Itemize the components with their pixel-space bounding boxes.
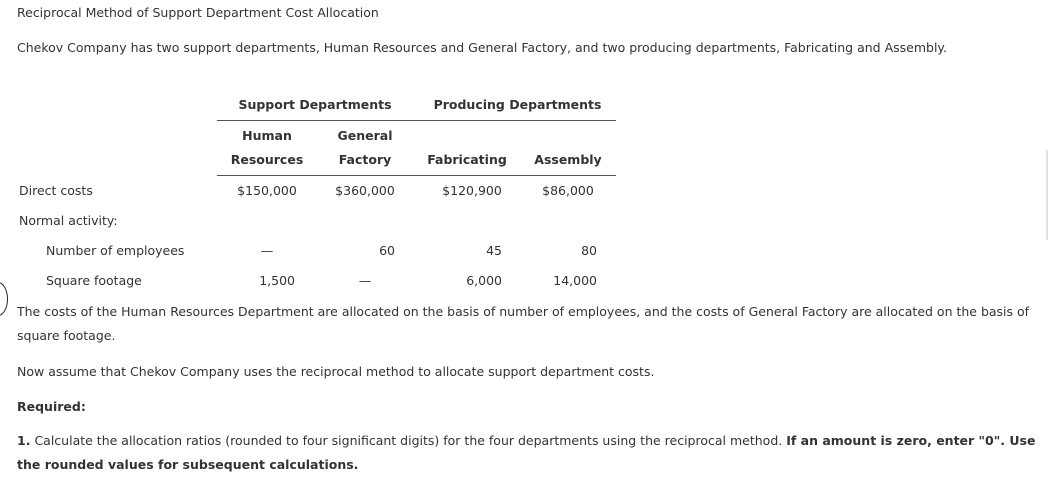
requirement-1 (17, 429, 1042, 477)
square-footage-gf: — (358, 273, 372, 288)
producing-departments-header: Producing Departments (433, 97, 602, 112)
direct-costs-gf: $360,000 (335, 183, 395, 198)
allocation-basis-paragraph: The costs of the Human Resources Department are allocated on the basis of number of employees, and the costs of General Factory are allocated on the basis of square footage. (17, 304, 1030, 343)
required-heading: Required: (17, 399, 86, 414)
direct-costs-hr: $150,000 (237, 183, 297, 198)
direct-costs-assembly: $86,000 (542, 183, 594, 198)
support-departments-header: Support Departments (238, 97, 392, 112)
direct-costs-fabricating: $120,900 (442, 183, 502, 198)
employees-gf: 60 (379, 243, 395, 258)
square-footage-fabricating: 6,000 (466, 273, 502, 288)
row-label-employees: Number of employees (46, 243, 185, 258)
row-label-direct-costs: Direct costs (19, 183, 93, 198)
employees-hr: — (260, 243, 274, 258)
employees-fabricating: 45 (486, 243, 502, 258)
requirement-1-number: 1. (17, 433, 31, 448)
square-footage-hr: 1,500 (259, 273, 295, 288)
header-divider (217, 120, 616, 121)
col-gf-line2: Factory (338, 152, 392, 167)
intro-paragraph: Chekov Company has two support departments, Human Resources and General Factory, and two producing departments, Fabricating and Assembly. (17, 40, 948, 55)
col-fabricating: Fabricating (427, 152, 507, 167)
col-hr-line2: Resources (230, 152, 304, 167)
row-label-normal-activity: Normal activity: (19, 213, 118, 228)
square-footage-assembly: 14,000 (553, 273, 597, 288)
col-assembly: Assembly (534, 152, 602, 167)
requirement-1-instruction: If an amount is zero, enter "0". Use the rounded values for subsequent calculations. (17, 433, 1036, 472)
assumption-paragraph: Now assume that Chekov Company uses the reciprocal method to allocate support department costs. (17, 364, 655, 379)
col-gf-line1: General (337, 128, 393, 143)
col-hr-line1: Human (242, 128, 292, 143)
requirement-1-text: Calculate the allocation ratios (rounded to four significant digits) for the four departments using the reciprocal method. (34, 433, 783, 448)
page-title: Reciprocal Method of Support Department Cost Allocation (17, 5, 379, 20)
row-label-square-footage: Square footage (46, 273, 142, 288)
column-header-divider (217, 175, 616, 176)
employees-assembly: 80 (581, 243, 597, 258)
edge-marker-shape (0, 282, 8, 316)
